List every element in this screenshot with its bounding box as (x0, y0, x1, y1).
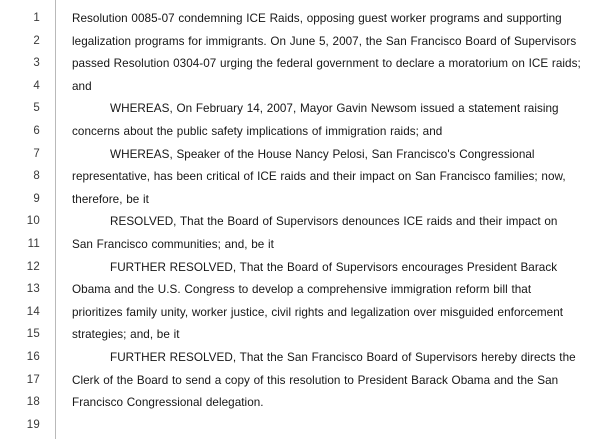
line-number: 2 (33, 34, 40, 47)
line-number: 14 (26, 305, 40, 318)
paragraph-further-resolved-clerk: FURTHER RESOLVED, That the San Francisco Board of Supervisors hereby directs the Clerk of the Board to send a copy of this resolution to President Barack Obama and the San Francisco Congressional delegation. (72, 350, 576, 410)
line-number: 1 (33, 12, 40, 24)
paragraph-resolution-intro: Resolution 0085-07 condemning ICE Raids, opposing guest worker programs and supporting legalization programs for immigrants. On June 5, 2007, the San Francisco Board of Supervisors passed Resolution 0304-07 urging the federal government to declare a moratorium on ICE raids; and (72, 12, 581, 93)
line-number: 9 (33, 192, 40, 205)
paragraph-whereas-newsom: WHEREAS, On February 14, 2007, Mayor Gavin Newsom issued a statement raising concerns about the public safety implications of immigration raids; and (72, 102, 559, 138)
line-number: 4 (33, 79, 40, 92)
line-number: 6 (33, 124, 40, 137)
paragraph-whereas-pelosi: WHEREAS, Speaker of the House Nancy Pelosi, San Francisco's Congressional representative, has been critical of ICE raids and their impact on San Francisco families; now, therefore, be it (72, 147, 566, 206)
paragraph-resolved-denounce: RESOLVED, That the Board of Supervisors denounces ICE raids and their impact on San Francisco communities; and, be it (72, 215, 558, 251)
line-number: 3 (33, 57, 40, 70)
line-number: 8 (33, 170, 40, 183)
line-number: 17 (26, 373, 40, 386)
line-number: 10 (26, 215, 40, 228)
line-number: 7 (33, 147, 40, 160)
line-number: 13 (26, 283, 40, 296)
line-number: 19 (26, 418, 40, 431)
line-number: 5 (33, 102, 40, 115)
line-number: 15 (26, 328, 40, 341)
gutter-divider (55, 0, 56, 439)
line-number-list (0, 0, 46, 436)
line-number-gutter (0, 0, 56, 439)
line-number: 18 (26, 396, 40, 409)
line-number: 16 (26, 350, 40, 363)
line-number: 11 (27, 237, 40, 250)
line-number: 12 (26, 260, 40, 273)
paragraph-further-resolved-reform: FURTHER RESOLVED, That the Board of Supervisors encourages President Barack Obama and the U.S. Congress to develop a comprehensive immigration reform bill that prioritizes family unity, worker justice, civil rights and legalization over misguided enforcement strategies; and, be it (72, 260, 564, 342)
document-body-text (72, 0, 582, 439)
